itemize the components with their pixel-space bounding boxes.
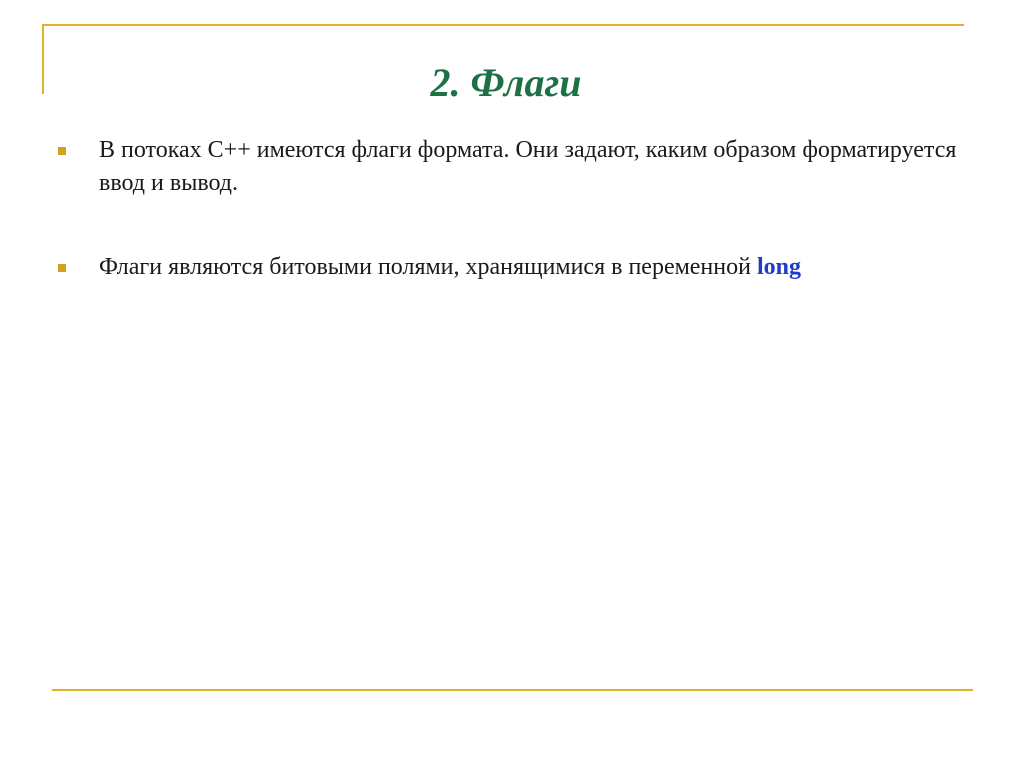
bullet-text: В потоках С++ имеются флаги формата. Они задают, каким образом форматируется ввод и вывод. [99, 137, 957, 196]
bullet-text: Флаги являются битовыми полями, хранящимися в переменной [99, 254, 757, 280]
frame-bottom-line [52, 689, 973, 691]
square-bullet-icon [58, 264, 66, 272]
keyword-long: long [756, 254, 801, 280]
bullet-item [58, 134, 958, 200]
bullet-list [58, 134, 958, 284]
bullet-item [58, 251, 958, 284]
square-bullet-icon [58, 147, 66, 155]
frame-top-line [42, 24, 964, 26]
slide-title: 2. Флаги [430, 60, 582, 105]
